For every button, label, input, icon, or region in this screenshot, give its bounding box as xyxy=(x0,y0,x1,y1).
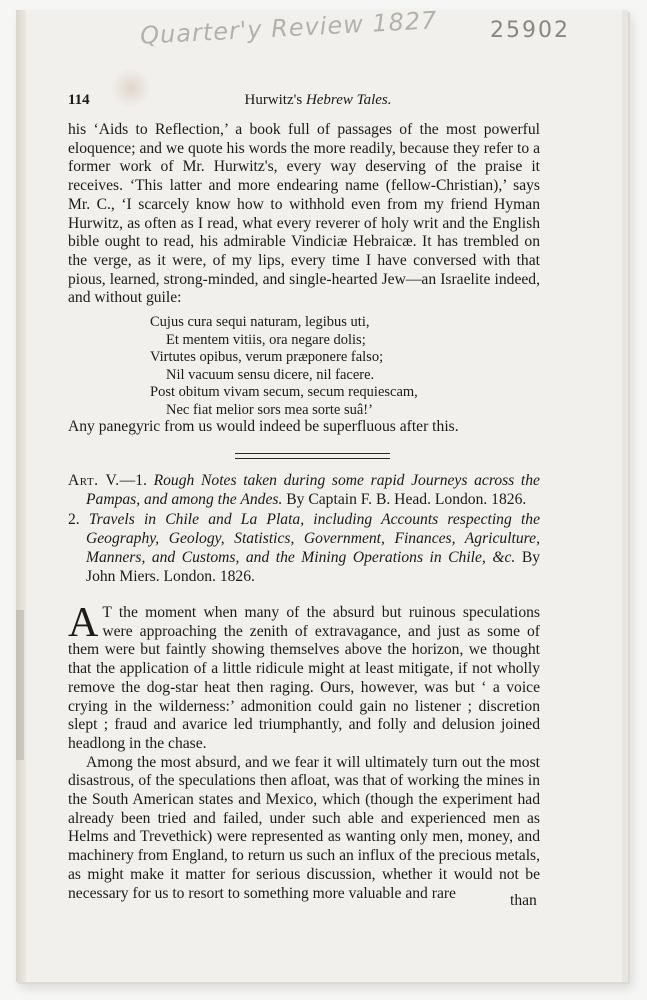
paragraph-top-text: his ‘Aids to Reflection,’ a book full of passages of the most powerful eloquence; and we quote his words the more readily, because they refer to a former work of Mr. Hurwitz's, every way deserving of the praise it receives. ‘This latter and more endearing name (fellow-Christian),’ says Mr. C., ‘I scarcely know how to withhold even from my friend Hyman Hurwitz, as often as I read, what every reverer of holy writ and the English bible ought to read, his admirable Vindiciæ Hebraicæ. It has trembled on the verge, as it were, of my lips, every time I have conversed with that pious, learned, strong-minded, and single-hearted Jew—an Israelite indeed, and without guile: xyxy=(68,121,540,307)
running-head xyxy=(68,92,538,109)
verse-line: Nec fiat melior sors mea sorte suâ!’ xyxy=(166,401,373,418)
article-label: Art. V. xyxy=(68,472,120,489)
article-entry-1 xyxy=(68,472,540,509)
article-entry-2 xyxy=(68,511,540,586)
closing-line-text: Any panegyric from us would indeed be superfluous after this. xyxy=(68,418,459,435)
running-title xyxy=(68,92,538,109)
body-paragraph-1-text: T the moment when many of the absurd but ruinous speculations were approaching the zenith of extravagance, and just as some of them were but faintly showing themselves above the horizon, we thought that the application of a little ridicule might at least mitigate, if not wholly remove the dog-star heat then raging. Ours, however, was but ‘ a voice crying in the wilderness:’ admonition could gain no listener ; discretion slept ; fraud and avarice led triumphantly, and folly and delusion joined headlong in the chase. xyxy=(68,604,540,752)
article-entry-2-title: Travels in Chile and La Plata, including Accounts respecting the Geography, Geology, Statistics, Government, Finances, Agriculture, Manners, and Customs, and the Mining Operations in Chile, &c. xyxy=(86,511,540,566)
latin-verse xyxy=(150,314,530,420)
closing-line xyxy=(68,418,540,437)
verse-line: Nil vacuum sensu dicere, nil facere. xyxy=(166,366,375,383)
catchword: than xyxy=(510,892,537,909)
binding-strip xyxy=(16,610,24,760)
verse-line: Cujus cura sequi naturam, legibus uti, xyxy=(150,314,370,330)
article-entry-1-num: —1. xyxy=(119,472,147,489)
page-edge xyxy=(622,10,628,982)
article-heading xyxy=(68,472,540,586)
article-body xyxy=(68,600,541,903)
paragraph-top xyxy=(68,121,540,308)
body-paragraph-1 xyxy=(68,600,540,754)
verse-line: Post obitum vivam secum, secum requiescam, xyxy=(150,384,418,401)
page-number: 114 xyxy=(68,92,90,108)
running-title-rest: Hebrew Tales. xyxy=(305,92,392,108)
pencil-annotation-title: Quarter'y Review 1827 xyxy=(139,6,439,50)
verse-line: Virtutes opibus, verum præponere falso; xyxy=(150,349,384,366)
pencil-annotation-number: 25902 xyxy=(490,18,570,43)
verse-line: Et mentem vitiis, ora negare dolis; xyxy=(166,331,366,348)
article-entry-2-num: 2. xyxy=(68,511,80,529)
article-entry-1-title: Rough Notes taken during some rapid Journeys across the Pampas, and among the Andes. xyxy=(86,472,540,508)
running-title-name: Hurwitz's xyxy=(244,92,303,108)
body-paragraph-2: Among the most absurd, and we fear it will ultimately turn out the most disastrous, of the speculations then afloat, was that of working the mines in the South American states and Mexico, which (though the experiment had already been tried and failed, under such able and experienced men as Helms and Trevethick) were represented as wanting only men, money, and machinery from England, to return us such an influx of the precious metals, as might make it matter for serious discussion, whether it would not be necessary for us to resort to something more valuable and rare xyxy=(68,753,541,902)
article-entry-1-author: By Captain F. B. Head. London. 1826. xyxy=(286,490,527,508)
section-divider xyxy=(235,453,390,459)
article-entry-2-author: By John Miers. London. 1826. xyxy=(86,548,541,585)
drop-cap: A xyxy=(68,600,99,646)
page-gutter xyxy=(16,10,26,982)
